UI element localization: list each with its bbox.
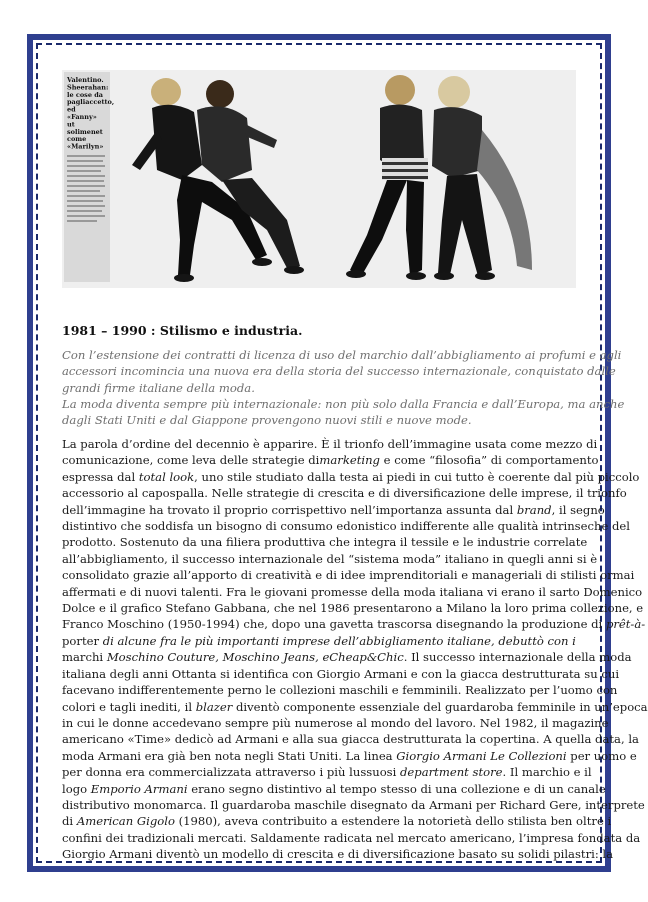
clipping-line: Valentino. (67, 76, 104, 84)
emphasis-text: department store (400, 765, 503, 780)
body-text-segment: confini dei tradizionali mercati. Saldamente radicata nel mercato americano, l’impresa fondata da (62, 830, 641, 845)
body-line (62, 502, 605, 518)
body-line (62, 797, 645, 813)
body-text-segment: distintivo che soddisfa un bisogno di consumo edonistico indifferente alle qualità intrinseche del (62, 519, 630, 534)
fashion-photo-illustration (62, 70, 576, 288)
body-text-segment: americano «Time» dedicò ad Armani e alla sua giacca destrutturata la copertina. A quella data, la (62, 732, 639, 747)
body-text-segment: affermati e di nuovi talenti. Fra le giovani promesse della moda italiana vi erano il sarto Domenico (62, 584, 643, 599)
clipping-line: come (67, 135, 87, 144)
body-text-segment: diventò componente essenziale del guardaroba femminile in un’epoca (232, 699, 648, 714)
body-text-segment: marchi (62, 650, 107, 665)
lead-line: La moda diventa sempre più internazionale: non più solo dalla Francia e dall’Europa, ma anche (62, 396, 625, 411)
body-text-segment: distributivo monomarca. Il guardaroba maschile disegnato da Armani per Richard Gere, interprete (62, 797, 645, 812)
body-text-segment: porter (62, 633, 100, 648)
body-line (62, 699, 648, 715)
body-line (62, 830, 641, 846)
body-text-segment: Giorgio Armani diventò un modello di crescita e di diversificazione basato su solidi pilastri: la (62, 847, 614, 862)
body-line (62, 846, 614, 862)
emphasis-text: marketing (319, 453, 380, 468)
emphasis-text: prêt-à- (605, 617, 646, 632)
body-line (62, 534, 588, 550)
clipping-line: Sheerahan: (67, 83, 109, 92)
body-text-segment: espressa dal (62, 469, 139, 484)
body-line (62, 682, 618, 698)
body-text-segment: in cui le donne accedevano sempre più numerose al mondo del lavoro. Nel 1982, il magazine (62, 715, 609, 730)
body-line (62, 813, 612, 829)
emphasis-text: Emporio Armani (90, 781, 188, 796)
body-text-segment: . Il marchio e il (502, 765, 592, 780)
emphasis-text: blazer (195, 699, 233, 714)
clipping-line: ut (67, 120, 75, 129)
body-line (62, 748, 637, 764)
body-text-segment: Franco Moschino (1950-1994) che, dopo una gavetta trascorsa disegnando la produzione di (62, 617, 606, 632)
emphasis-text: Moschino Couture, Moschino Jeans, eCheap&Chic (106, 650, 404, 665)
body-text-segment: dell’immagine ha trovato il proprio corrispettivo nell’importanza assunta dal (62, 502, 517, 517)
emphasis-text: total look (138, 469, 195, 484)
body-text-segment: facevano indifferentemente perno le collezioni maschili e femminili. Realizzato per l’uomo con (62, 683, 618, 698)
section-lead (62, 347, 625, 428)
body-text-segment: (1980), aveva contribuito a estendere la notorietà dello stilista ben oltre i (174, 814, 612, 829)
body-line (62, 616, 646, 632)
body-text-segment: italiana degli anni Ottanta si identifica con Giorgio Armani e con la giacca destrutturata su cui (62, 666, 620, 681)
body-line (62, 715, 609, 731)
body-text-segment: Dolce e il grafico Stefano Gabbana, che nel 1986 presentarono a Milano la loro prima collezione, e (62, 601, 644, 616)
clipping-line: solimenet (67, 127, 103, 136)
lead-line: accessori incomincia una nuova era della storia del successo internazionale, conquistato dalle (62, 364, 616, 379)
lead-line: grandi firme italiane della moda. (62, 380, 255, 395)
clipping-line: le cose da (67, 90, 103, 99)
body-text-segment: accessorio al capospalla. Nelle strategie di crescita e di diversificazione delle imprese, il trionfo (62, 486, 627, 501)
body-text-segment: di (62, 814, 77, 829)
body-text-segment: , uno stile studiato dalla testa ai piedi in cui tutto è coerente dal più piccolo (194, 469, 640, 484)
section-body (62, 436, 648, 863)
body-line (62, 567, 635, 583)
body-text-segment: per donna era commercializzata attraverso i più lussuosi (62, 765, 401, 780)
body-line (62, 649, 632, 665)
body-text-segment: colori e tagli inediti, il (62, 699, 196, 714)
emphasis-text: brand (516, 502, 552, 517)
body-text-segment: moda Armani era già ben nota negli Stati Uniti. La linea (62, 748, 397, 763)
body-line (62, 452, 599, 468)
body-text-segment: logo (62, 781, 91, 796)
body-text-segment: comunicazione, come leva delle strategie di (62, 453, 320, 468)
clipping-line: «Fanny» (67, 113, 97, 121)
body-line (62, 600, 644, 616)
lead-line: Con l’estensione dei contratti di licenza di uso del marchio dall’abbigliamento ai profumi e agli (62, 348, 622, 362)
body-line (62, 633, 580, 649)
emphasis-text: Giorgio Armani Le Collezioni (396, 748, 567, 763)
body-text-segment: La parola d’ordine del decennio è apparire. È il trionfo dell’immagine usata come mezzo di (62, 437, 598, 451)
clipping-line: ed (67, 105, 76, 114)
body-line (62, 469, 640, 485)
body-line (62, 764, 592, 780)
body-text-segment: per uomo e (566, 748, 637, 763)
body-text-segment: e come “filosofia” di comportamento (379, 453, 599, 468)
body-text-segment: prodotto. Sostenuto da una filiera produttiva che integra il tessile e le industrie correlate (62, 535, 588, 550)
body-line (62, 485, 627, 501)
body-line (62, 781, 606, 797)
emphasis-text: American Gigolo (76, 814, 175, 829)
body-text-segment: erano segno distintivo al tempo stesso di una collezione e di un canale (187, 781, 606, 796)
emphasis-text: di alcune fra le più importanti imprese dell’abbigliamento italiane, debuttò con i (99, 633, 576, 648)
body-text-segment: , il segno (551, 502, 605, 517)
body-line (62, 666, 620, 682)
fashion-photo (62, 70, 576, 288)
body-line (62, 584, 643, 600)
body-text-segment: consolidato grazie all’apporto di creatività e di idee imprenditoriali e manageriali di stilisti ormai (62, 568, 635, 583)
body-line (62, 551, 598, 567)
body-line (62, 436, 598, 452)
lead-line: dagli Stati Uniti e dal Giappone provengono nuovi stili e nuove mode. (62, 413, 472, 428)
clipping-line: pagliaccetto, (67, 98, 115, 107)
section-heading: 1981 – 1990 : Stilismo e industria. (62, 323, 303, 338)
body-line (62, 518, 630, 534)
clipping-line: «Marilyn» (67, 142, 104, 151)
body-text-segment: . Il successo internazionale della moda (403, 650, 632, 665)
body-text-segment: all’abbigliamento, il successo internazionale del “sistema moda” italiano in quegli anni si è (62, 551, 598, 566)
body-line (62, 731, 639, 747)
